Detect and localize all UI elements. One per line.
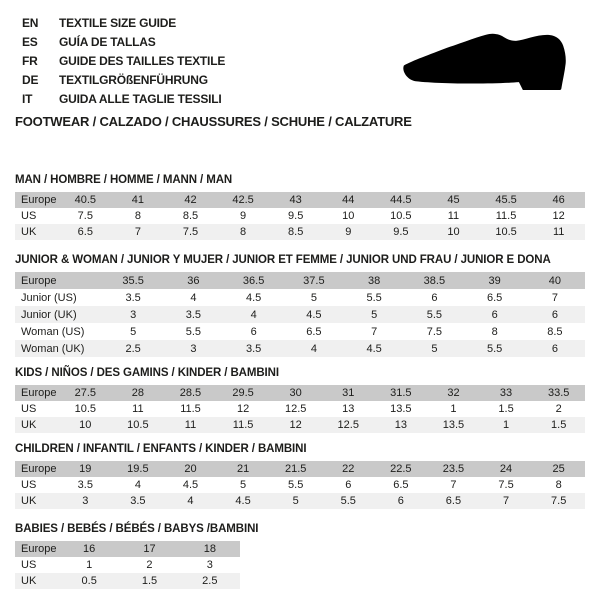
size-cell: 3.5 [125,291,141,304]
size-cell: 36.5 [242,274,265,287]
size-cell: 4 [310,342,317,355]
size-cell: 21.5 [284,463,307,475]
size-cell: 40.5 [74,194,96,206]
table-row [15,340,585,357]
size-table [15,541,240,589]
size-cell: 2.5 [202,575,218,587]
row-label: Europe [21,274,57,287]
size-cell: 20 [184,463,197,475]
size-cell: 25 [552,463,565,475]
size-cell: 11.5 [495,210,517,222]
size-cell: 38 [368,274,381,287]
guide-title-es: GUÍA DE TALLAS [59,35,156,49]
size-section [15,523,585,589]
size-cell: 7.5 [426,325,443,338]
size-cell: 46 [552,194,565,206]
row-label: Woman (US) [21,325,85,338]
size-cell: 30 [289,387,302,399]
size-cell: 43 [289,194,302,206]
size-cell: 1 [450,403,457,415]
size-cell: 7 [551,291,558,304]
size-cell: 22 [342,463,355,475]
size-cell: 42.5 [232,194,254,206]
size-cell: 10 [342,210,355,222]
size-cell: 8.5 [288,226,304,238]
size-cell: 8 [555,479,562,491]
table-row [15,493,585,509]
table-row [15,385,585,401]
size-section [15,174,585,240]
guide-title-it: GUIDA ALLE TAGLIE TESSILI [59,92,222,106]
size-cell: 4 [190,291,197,304]
size-cell: 45 [447,194,460,206]
size-cell: 8 [491,325,498,338]
size-cell: 22.5 [390,463,412,475]
size-cell: 6 [250,325,257,338]
size-cell: 5 [371,308,378,321]
size-table [15,385,585,433]
size-cell: 19 [79,463,92,475]
size-cell: 31.5 [390,387,412,399]
size-cell: 5 [292,495,299,507]
guide-title-fr: GUIDE DES TAILLES TEXTILE [59,54,226,68]
size-cell: 5 [310,291,317,304]
size-cell: 3.5 [77,479,93,491]
size-cell: 29.5 [232,387,254,399]
size-cell: 5.5 [340,495,356,507]
size-tables [15,174,585,589]
size-cell: 44 [342,194,355,206]
size-cell: 6.5 [486,291,503,304]
size-cell: 7 [502,495,510,507]
size-cell: 11 [552,226,565,238]
size-cell: 33 [499,387,513,399]
size-cell: 19.5 [127,463,149,475]
size-cell: 6.5 [77,226,93,238]
size-cell: 6.5 [445,495,462,507]
section-title: JUNIOR & WOMAN / JUNIOR Y MUJER / JUNIOR ET FEMME / JUNIOR UND FRAU / JUNIOR E DONA [15,254,551,266]
size-cell: 21 [236,463,250,475]
size-cell: 8.5 [182,210,199,222]
size-cell: 10.5 [390,210,412,222]
section-title: BABIES / BEBÉS / BÉBÉS / BABYS /BAMBINI [15,523,259,535]
size-cell: 40 [548,274,561,287]
size-cell: 8 [240,226,247,238]
size-cell: 10.5 [74,403,96,415]
size-cell: 7.5 [498,479,514,491]
size-cell: 12 [552,210,565,222]
size-cell: 1.5 [498,403,514,415]
size-section [15,443,585,509]
table-row [15,192,585,208]
size-cell: 4 [187,495,194,507]
guide-title-de: TEXTILGRÖßENFÜHRUNG [59,73,208,87]
table-row [15,323,585,340]
row-label: Junior (US) [21,291,77,304]
table-row [15,208,585,224]
size-cell: 42 [184,194,197,206]
table-row [15,461,585,477]
size-cell: 8.5 [547,325,563,338]
row-label: UK [21,575,37,587]
size-cell: 31 [342,387,355,399]
size-cell: 4.5 [235,495,251,507]
size-table [15,461,585,509]
size-cell: 35.5 [122,274,144,287]
size-cell: 7.5 [551,495,567,507]
size-cell: 4.5 [306,308,322,321]
size-cell: 44.5 [390,194,412,206]
size-cell: 3.5 [185,308,202,321]
size-cell: 12.5 [284,403,307,415]
table-row [15,477,585,493]
size-cell: 8 [134,210,141,222]
size-cell: 6 [345,479,352,491]
size-cell: 3 [82,495,89,507]
row-label: US [21,210,37,222]
row-label: Europe [21,387,57,399]
table-row [15,272,585,289]
size-cell: 11.5 [232,419,254,431]
size-cell: 5 [240,479,247,491]
language-code: EN [22,16,39,30]
table-row [15,306,585,323]
size-cell: 23.5 [442,463,465,475]
size-section [15,367,585,433]
size-cell: 3 [190,342,197,355]
size-cell: 7 [134,226,141,238]
table-row [15,417,585,433]
size-cell: 28.5 [179,387,202,399]
size-cell: 12.5 [337,419,359,431]
size-cell: 9 [345,226,352,238]
size-cell: 1.5 [551,419,567,431]
size-cell: 9 [240,210,247,222]
size-cell: 6 [431,291,438,304]
size-cell: 3.5 [130,495,146,507]
language-code: ES [22,35,38,49]
shoe-icon [402,33,568,93]
guide-title-en: TEXTILE SIZE GUIDE [59,16,177,30]
size-section [15,254,585,357]
size-cell: 41 [131,194,145,206]
table-row [15,541,240,557]
size-cell: 11 [447,210,460,222]
table-row [15,289,585,306]
size-cell: 5 [431,342,438,355]
size-cell: 13.5 [442,419,465,431]
size-cell: 18 [203,543,216,555]
size-cell: 4 [250,308,257,321]
size-cell: 0.5 [81,575,97,587]
section-title: MAN / HOMBRE / HOMME / MANN / MAN [15,174,233,186]
size-cell: 5.5 [366,291,382,304]
size-cell: 5.5 [185,325,202,338]
language-code: DE [22,73,39,87]
size-cell: 6 [397,495,404,507]
row-label: UK [21,226,37,238]
row-label: Europe [21,194,57,206]
size-cell: 10.5 [127,419,149,431]
row-label: UK [21,419,37,431]
size-cell: 9.5 [288,210,304,222]
size-cell: 7 [450,479,457,491]
size-cell: 3.5 [245,342,262,355]
size-cell: 2 [555,403,562,415]
section-title: KIDS / NIÑOS / DES GAMINS / KINDER / BAMBINI [15,367,279,379]
size-cell: 2.5 [125,342,141,355]
size-cell: 11.5 [180,403,201,415]
size-cell: 1 [502,419,510,431]
size-cell: 24 [499,463,513,475]
size-cell: 3 [206,559,213,571]
size-cell: 37.5 [303,274,325,287]
category-heading: FOOTWEAR / CALZADO / CHAUSSURES / SCHUHE / CALZATURE [15,114,412,129]
size-cell: 12 [236,403,250,415]
size-cell: 38.5 [423,274,446,287]
size-cell: 7.5 [182,226,199,238]
size-cell: 28 [131,387,145,399]
size-cell: 17 [143,543,156,555]
size-table [15,272,585,357]
size-cell: 11 [184,419,197,431]
size-cell: 10 [447,226,460,238]
size-cell: 4.5 [182,479,199,491]
size-cell: 13 [342,403,355,415]
size-cell: 6 [551,308,558,321]
size-cell: 13.5 [390,403,412,415]
row-label: Junior (UK) [21,308,77,321]
size-cell: 13 [394,419,407,431]
size-cell: 7 [371,325,378,338]
size-cell: 27.5 [74,387,96,399]
size-cell: 5.5 [426,308,443,321]
language-code: IT [22,92,33,106]
size-table [15,192,585,240]
row-label: US [21,559,37,571]
size-cell: 3 [130,308,137,321]
size-cell: 39 [488,274,501,287]
size-cell: 1.5 [141,575,158,587]
size-cell: 12 [289,419,302,431]
table-row [15,573,240,589]
section-title: CHILDREN / INFANTIL / ENFANTS / KINDER / BAMBINI [15,443,307,455]
size-cell: 5.5 [288,479,304,491]
size-cell: 6.5 [393,479,409,491]
size-cell: 5 [130,325,137,338]
size-cell: 4.5 [366,342,382,355]
size-cell: 32 [447,387,460,399]
size-cell: 4.5 [245,291,262,304]
row-label: Europe [21,463,57,475]
size-cell: 36 [187,274,200,287]
size-cell: 6 [491,308,498,321]
size-cell: 10.5 [495,226,517,238]
size-cell: 10 [79,419,92,431]
size-cell: 5.5 [486,342,503,355]
row-label: Woman (UK) [21,342,85,355]
language-code: FR [22,54,38,68]
table-row [15,557,240,573]
table-row [15,401,585,417]
row-label: US [21,479,37,491]
row-label: US [21,403,37,415]
row-label: Europe [21,543,57,555]
row-label: UK [21,495,37,507]
size-cell: 9.5 [393,226,409,238]
size-cell: 2 [146,559,153,571]
size-cell: 33.5 [547,387,570,399]
size-cell: 1 [86,559,93,571]
size-cell: 7.5 [77,210,93,222]
size-cell: 16 [83,543,96,555]
size-cell: 4 [134,479,141,491]
size-cell: 11 [132,403,144,415]
table-row [15,224,585,240]
size-cell: 6.5 [306,325,322,338]
size-cell: 45.5 [495,194,517,206]
size-cell: 6 [551,342,558,355]
